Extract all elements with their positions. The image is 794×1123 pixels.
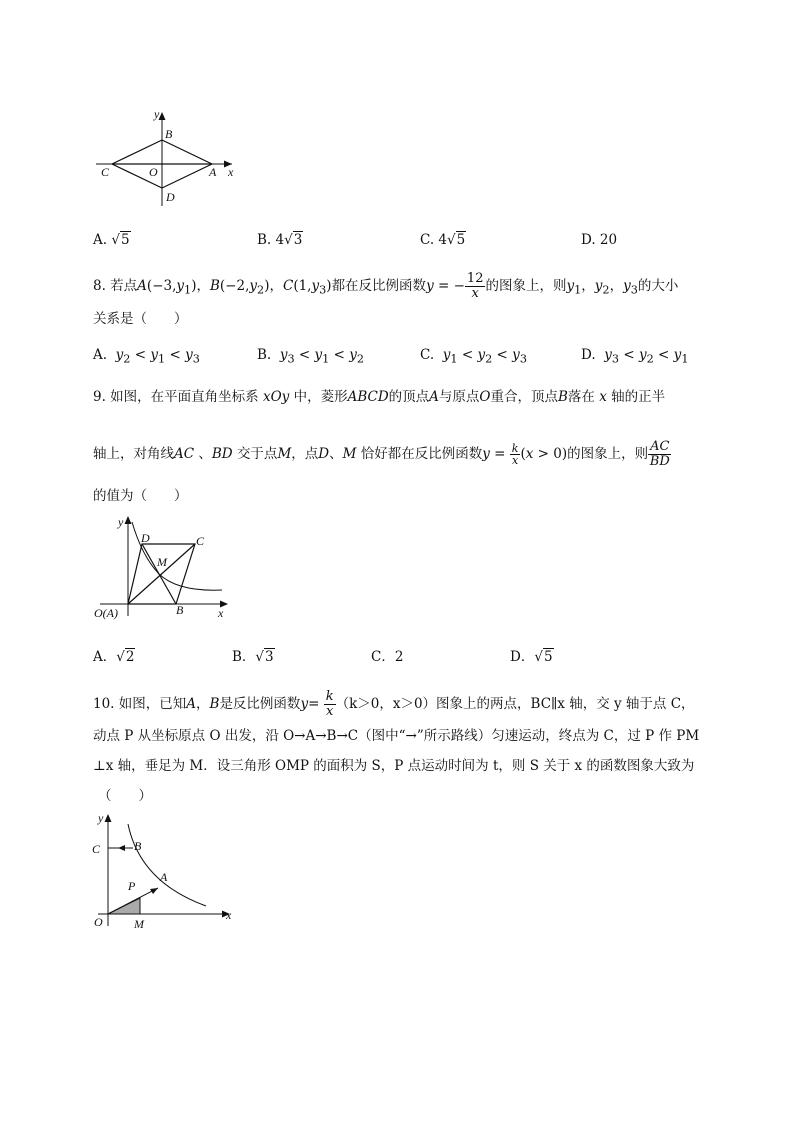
q10-hyperbola-figure xyxy=(88,810,238,932)
q9-label-y: y xyxy=(118,515,124,529)
q10-line2: 动点 P 从坐标原点 O 出发，沿 O→A→B→C（图中“→”所示路线）匀速运动，终点为 C，过 P 作 PM xyxy=(93,728,700,744)
q10-label-p: P xyxy=(128,879,136,893)
q9-option-c[interactable]: C．2 xyxy=(371,649,404,665)
q9-label-m: M xyxy=(157,555,167,569)
q9-rhombus-figure xyxy=(92,512,238,624)
q7-label-o: O xyxy=(149,165,158,179)
q8-line1: 8. 若点$A(-3,y_1)$，$B(-2,y_2)$，$C(1,y_3)$都在反比例函数y = − $\frac{12}{x}$ 的图象上，则$y_1$，$y_2$，$y_3$的大小 xyxy=(93,271,679,301)
q7-label-d: D xyxy=(166,190,175,204)
q9-line1: 9. 如图，在平面直角坐标系 xOy 中，菱形ABCD的顶点A与原点O重合，顶点B落在 x 轴的正半 xyxy=(93,389,666,405)
q9-option-b[interactable]: B．√3 xyxy=(232,649,274,665)
q7-option-a[interactable]: A. √5 xyxy=(93,232,130,248)
q7-label-c: C xyxy=(101,165,110,179)
sqrt-5: √5 xyxy=(111,232,130,248)
q8-option-b[interactable]: B. $y_3 < y_1 < y_2$ xyxy=(257,347,365,366)
q10-line1: 10. 如图，已知A，B是反比例函数y= $\frac{k}{x}$ （k＞0，x＞0）图象上的两点，BC∥x 轴，交 y 轴于点 C， xyxy=(93,689,695,719)
q9-option-a[interactable]: A．√2 xyxy=(93,649,135,665)
q9-line3: 的值为（ ） xyxy=(93,488,188,504)
q9-label-d: D xyxy=(141,531,150,545)
q10-line3: ⊥x 轴，垂足为 M．设三角形 OMP 的面积为 S，P 点运动时间为 t，则 S 关于 x 的函数图象大致为 xyxy=(93,758,695,774)
q10-line4: （ ） xyxy=(98,788,152,804)
q10-label-y: y xyxy=(98,811,104,825)
q10-label-b: B xyxy=(134,839,142,853)
q7-option-d[interactable]: D. 20 xyxy=(581,232,618,248)
q7-label-a: A xyxy=(209,165,217,179)
q10-label-m: M xyxy=(134,917,144,931)
q9-line2: 轴上，对角线AC 、BD 交于点M，点D、M 恰好都在反比例函数y = $\frac{k}{x}$ (x > 0)的图象上，则 $\frac{AC}{BD}$ xyxy=(93,439,670,469)
q10-label-x: x xyxy=(226,908,232,922)
q7-label-b: B xyxy=(165,127,173,141)
q8-fraction: $\frac{12}{x}$ xyxy=(466,271,484,301)
q8-option-d[interactable]: D. $y_3 < y_2 < y_1$ xyxy=(581,347,689,366)
q10-label-c: C xyxy=(92,842,101,856)
q8-option-a[interactable]: A. $y_2 < y_1 < y_3$ xyxy=(93,347,200,366)
q8-line2: 关系是（ ） xyxy=(93,311,188,327)
q9-label-oa: O(A) xyxy=(94,606,118,620)
q9-label-b: B xyxy=(176,603,184,617)
q7-label-x: x xyxy=(228,165,234,179)
q8-option-c[interactable]: C. $y_1 < y_2 < y_3$ xyxy=(420,347,527,366)
q9-label-c: C xyxy=(196,534,205,548)
q7-rhombus-figure xyxy=(92,104,242,214)
q7-option-c[interactable]: C. 4√5 xyxy=(420,232,466,248)
q9-option-d[interactable]: D．√5 xyxy=(510,649,553,665)
q7-option-b[interactable]: B. 4√3 xyxy=(257,232,303,248)
q10-label-a: A xyxy=(160,870,168,884)
q9-label-x: x xyxy=(218,606,224,620)
q7-label-y: y xyxy=(154,107,160,121)
q10-label-o: O xyxy=(94,915,103,929)
